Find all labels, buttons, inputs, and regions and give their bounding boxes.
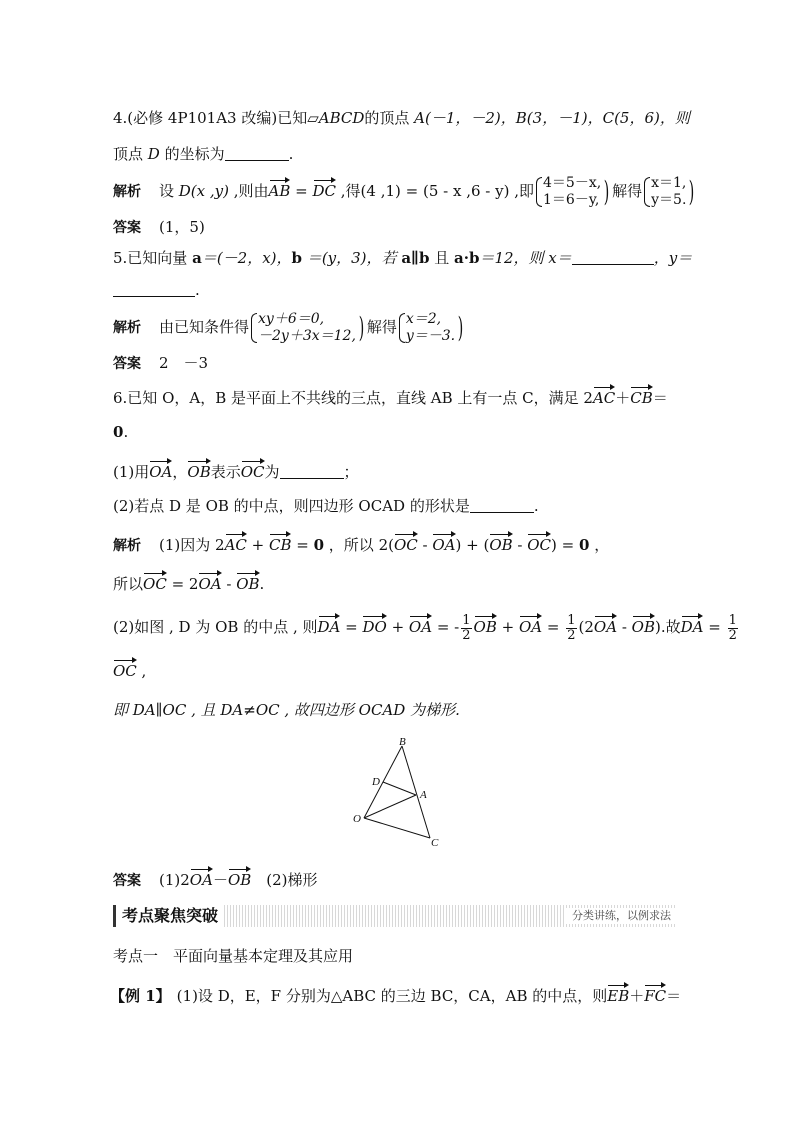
sol-text: = bbox=[542, 618, 565, 636]
q4-answer bbox=[113, 216, 205, 239]
trapezoid-diagram bbox=[340, 734, 450, 850]
q5-text: ＝(－2，x)， bbox=[201, 249, 292, 267]
q4-points: A(－1，－2)，B(3，－1)，C(5，6)，则 bbox=[414, 109, 690, 127]
denominator: 2 bbox=[462, 627, 471, 643]
sol-text: 解得 bbox=[612, 182, 643, 200]
sol-text: D(x ,y) bbox=[178, 182, 229, 200]
sol-text: (1)因为 2 bbox=[159, 536, 225, 554]
vector-oa: OA bbox=[519, 613, 542, 635]
vector-ob: OB bbox=[489, 531, 512, 553]
vector-oc: OC bbox=[527, 531, 551, 553]
example-text: (1)设 D，E，F 分别为△ABC 的三边 BC，CA，AB 的中点，则 bbox=[176, 987, 608, 1005]
q6-text: ； bbox=[343, 463, 359, 481]
q4-line2 bbox=[113, 143, 293, 165]
q6-solution-3 bbox=[113, 610, 740, 644]
q5-solution bbox=[113, 310, 466, 345]
q5-line2 bbox=[113, 279, 200, 301]
sol-text: ， bbox=[589, 536, 610, 554]
sol-text: - bbox=[221, 575, 237, 593]
sol-text: 即 DA∥OC , 且 DA≠OC , 故四边形 OCAD 为梯形. bbox=[113, 701, 460, 719]
section-subtitle: 分类讲练，以例求法 bbox=[566, 908, 677, 924]
q6-text: (2)若点 D 是 OB 的中点，则四边形 OCAD 的形状是 bbox=[113, 497, 470, 515]
q6-text: ， bbox=[172, 463, 188, 481]
q5-line1 bbox=[113, 247, 692, 269]
sol-text: = bbox=[290, 182, 313, 200]
example-text: ＝ bbox=[666, 987, 682, 1005]
numerator: 1 bbox=[462, 612, 471, 628]
q6-solution-2 bbox=[113, 570, 264, 595]
answer-blank bbox=[113, 281, 195, 297]
equation: xy＋6＝0, bbox=[258, 311, 325, 327]
vector-ab: AB bbox=[269, 177, 291, 199]
vector-oc: OC bbox=[394, 531, 418, 553]
answer-value: (2)梯形 bbox=[251, 871, 318, 889]
answer-blank bbox=[572, 249, 654, 265]
vector-ob: OB bbox=[474, 613, 497, 635]
zero-vector: 0 bbox=[113, 423, 124, 441]
vector-oa: OA bbox=[149, 458, 172, 480]
example-label: 【例 1】 bbox=[110, 987, 171, 1005]
vector-ac: AC bbox=[225, 531, 247, 553]
q6-text: . bbox=[533, 497, 539, 515]
q5-text: ，y＝ bbox=[653, 249, 693, 267]
solution-label: 解析 bbox=[113, 320, 141, 336]
vector-ob: OB bbox=[236, 570, 259, 592]
sol-text: - bbox=[512, 536, 528, 554]
q6-solution-4 bbox=[113, 657, 146, 682]
vector-fc: FC bbox=[644, 982, 666, 1004]
q4-solution bbox=[113, 174, 697, 209]
q5-text: ＝12，则 x＝ bbox=[479, 249, 572, 267]
numerator: 1 bbox=[567, 612, 576, 628]
answer-blank bbox=[225, 145, 289, 161]
sol-text: . bbox=[259, 575, 265, 593]
answer-blank bbox=[280, 463, 344, 479]
answer-label: 答案 bbox=[113, 356, 141, 372]
sol-text: + bbox=[386, 618, 409, 636]
zero-vector: 0 bbox=[313, 536, 325, 554]
topic-heading: 考点一 平面向量基本定理及其应用 bbox=[113, 947, 354, 965]
q4-text: . bbox=[288, 145, 294, 163]
fraction bbox=[461, 614, 471, 643]
vector-oa: OA bbox=[432, 531, 455, 553]
parallel-condition: a∥b bbox=[401, 249, 430, 267]
equation-system bbox=[642, 175, 686, 209]
q6-text: (1)用 bbox=[113, 463, 150, 481]
sol-text: = 2 bbox=[166, 575, 199, 593]
q6-text: . bbox=[123, 423, 129, 441]
equation-system bbox=[534, 175, 601, 209]
numerator: 1 bbox=[728, 612, 737, 628]
denominator: 2 bbox=[728, 627, 737, 643]
q4-text: 的坐标为 bbox=[159, 145, 225, 163]
segment-oa bbox=[364, 795, 416, 818]
answer-value: (1，5) bbox=[159, 218, 205, 236]
q6-solution-1 bbox=[113, 531, 609, 557]
equation: y＝5. bbox=[651, 192, 687, 208]
q5-text: 且 bbox=[429, 249, 455, 267]
q6-part1 bbox=[113, 458, 359, 483]
label-a: A bbox=[420, 789, 427, 801]
sol-text: 所以 bbox=[113, 575, 144, 593]
sol-text: - bbox=[617, 618, 632, 636]
q5-text: 5.已知向量 bbox=[113, 249, 193, 267]
vector-a: a bbox=[192, 249, 202, 267]
vector-cb: CB bbox=[269, 531, 292, 553]
vector-b: b bbox=[291, 249, 303, 267]
fraction bbox=[566, 614, 576, 643]
section-banner bbox=[113, 905, 677, 927]
equation: x＝2, bbox=[405, 311, 442, 327]
dot-product: a·b bbox=[454, 249, 480, 267]
q4-point-d: D bbox=[147, 145, 160, 163]
q6-text: 6.已知 O，A，B 是平面上不共线的三点，直线 AB 上有一点 C，满足 2 bbox=[113, 389, 593, 407]
q6-text: 表示 bbox=[210, 463, 241, 481]
q6-answer bbox=[113, 866, 318, 892]
brace-right: ) bbox=[358, 311, 365, 344]
vector-ob: OB bbox=[187, 458, 210, 480]
sol-text: ) + ( bbox=[455, 536, 490, 554]
sol-text: ,得(4 ,1) = (5 - x ,6 - y) ,即 bbox=[336, 182, 534, 200]
sol-text: = bbox=[291, 536, 314, 554]
fraction bbox=[728, 614, 738, 643]
sol-text: 由已知条件得 bbox=[159, 318, 250, 336]
section-title: 考点聚焦突破 bbox=[113, 905, 224, 927]
vector-oa: OA bbox=[190, 866, 213, 888]
sol-text: ,则由 bbox=[228, 182, 269, 200]
label-c: C bbox=[431, 837, 439, 849]
vector-oc: OC bbox=[241, 458, 265, 480]
sol-text: 解得 bbox=[366, 318, 397, 336]
denominator: 2 bbox=[567, 627, 576, 643]
vector-cb: CB bbox=[630, 384, 653, 406]
sol-text: ) = bbox=[551, 536, 579, 554]
q4-text: 4.(必修 4P101A3 改编)已知▱ bbox=[113, 109, 319, 127]
vector-da: DA bbox=[318, 613, 341, 635]
example-text: ＋ bbox=[629, 987, 645, 1005]
solution-label: 解析 bbox=[113, 184, 141, 200]
equation: 1＝6－y, bbox=[543, 192, 600, 208]
equation: －2y＋3x＝12, bbox=[258, 328, 356, 344]
q6-line2 bbox=[113, 421, 128, 443]
q6-text: 为 bbox=[264, 463, 280, 481]
q6-solution-5 bbox=[113, 699, 460, 721]
vector-dc: DC bbox=[313, 177, 337, 199]
segment-da bbox=[383, 782, 416, 795]
example-1 bbox=[110, 982, 681, 1007]
vector-oc: OC bbox=[143, 570, 167, 592]
q6-text: ＝ bbox=[652, 389, 668, 407]
sol-text: (2 bbox=[578, 618, 594, 636]
answer-value: 2 －3 bbox=[159, 354, 209, 372]
vector-oa: OA bbox=[198, 570, 221, 592]
q4-parallelogram: ABCD bbox=[318, 109, 365, 127]
q6-part2 bbox=[113, 495, 539, 517]
q4-text: 顶点 bbox=[113, 145, 148, 163]
q5-answer bbox=[113, 352, 208, 375]
answer-value: － bbox=[212, 871, 228, 889]
equation: 4＝5－x, bbox=[543, 175, 602, 191]
equation: x＝1, bbox=[651, 175, 687, 191]
q5-text: . bbox=[195, 281, 200, 299]
topic-title bbox=[113, 945, 353, 967]
vector-ob: OB bbox=[632, 613, 655, 635]
brace-right: ) bbox=[603, 175, 610, 208]
q4-text: 的顶点 bbox=[364, 109, 415, 127]
vector-ob: OB bbox=[228, 866, 251, 888]
vector-eb: EB bbox=[607, 982, 629, 1004]
sol-text: ).故 bbox=[654, 618, 681, 636]
sol-text: = - bbox=[432, 618, 460, 636]
sol-text: = bbox=[340, 618, 363, 636]
answer-value: (1)2 bbox=[159, 871, 190, 889]
answer-label: 答案 bbox=[113, 220, 141, 236]
q6-line1 bbox=[113, 384, 668, 409]
q5-text: ＝(y，3)，若 bbox=[302, 249, 402, 267]
sol-text: + bbox=[496, 618, 519, 636]
vector-oc: OC bbox=[113, 657, 137, 679]
sol-text: (2)如图 , D 为 OB 的中点 , 则 bbox=[113, 618, 318, 636]
segment-oc bbox=[364, 818, 430, 838]
answer-label: 答案 bbox=[113, 873, 141, 889]
label-o: O bbox=[353, 813, 361, 825]
sol-text: - bbox=[417, 536, 433, 554]
label-b: B bbox=[399, 736, 406, 748]
sol-text: = bbox=[703, 618, 726, 636]
vector-do: DO bbox=[362, 613, 386, 635]
vector-oa: OA bbox=[409, 613, 432, 635]
brace-right: ) bbox=[689, 175, 695, 208]
vector-oa: OA bbox=[594, 613, 617, 635]
label-d: D bbox=[372, 776, 380, 788]
equation-system bbox=[397, 311, 455, 345]
vector-ac: AC bbox=[593, 384, 615, 406]
q4-line1 bbox=[113, 107, 690, 129]
sol-text: , bbox=[136, 662, 147, 680]
solution-label: 解析 bbox=[113, 538, 141, 554]
sol-text: ，所以 2( bbox=[324, 536, 394, 554]
answer-blank bbox=[470, 497, 534, 513]
sol-text: 设 bbox=[159, 182, 179, 200]
vector-da: DA bbox=[681, 613, 704, 635]
zero-vector: 0 bbox=[579, 536, 590, 554]
equation-system bbox=[249, 311, 356, 345]
brace-right: ) bbox=[457, 311, 464, 344]
equation: y＝－3. bbox=[405, 328, 456, 344]
q6-text: ＋ bbox=[615, 389, 631, 407]
sol-text: + bbox=[246, 536, 269, 554]
